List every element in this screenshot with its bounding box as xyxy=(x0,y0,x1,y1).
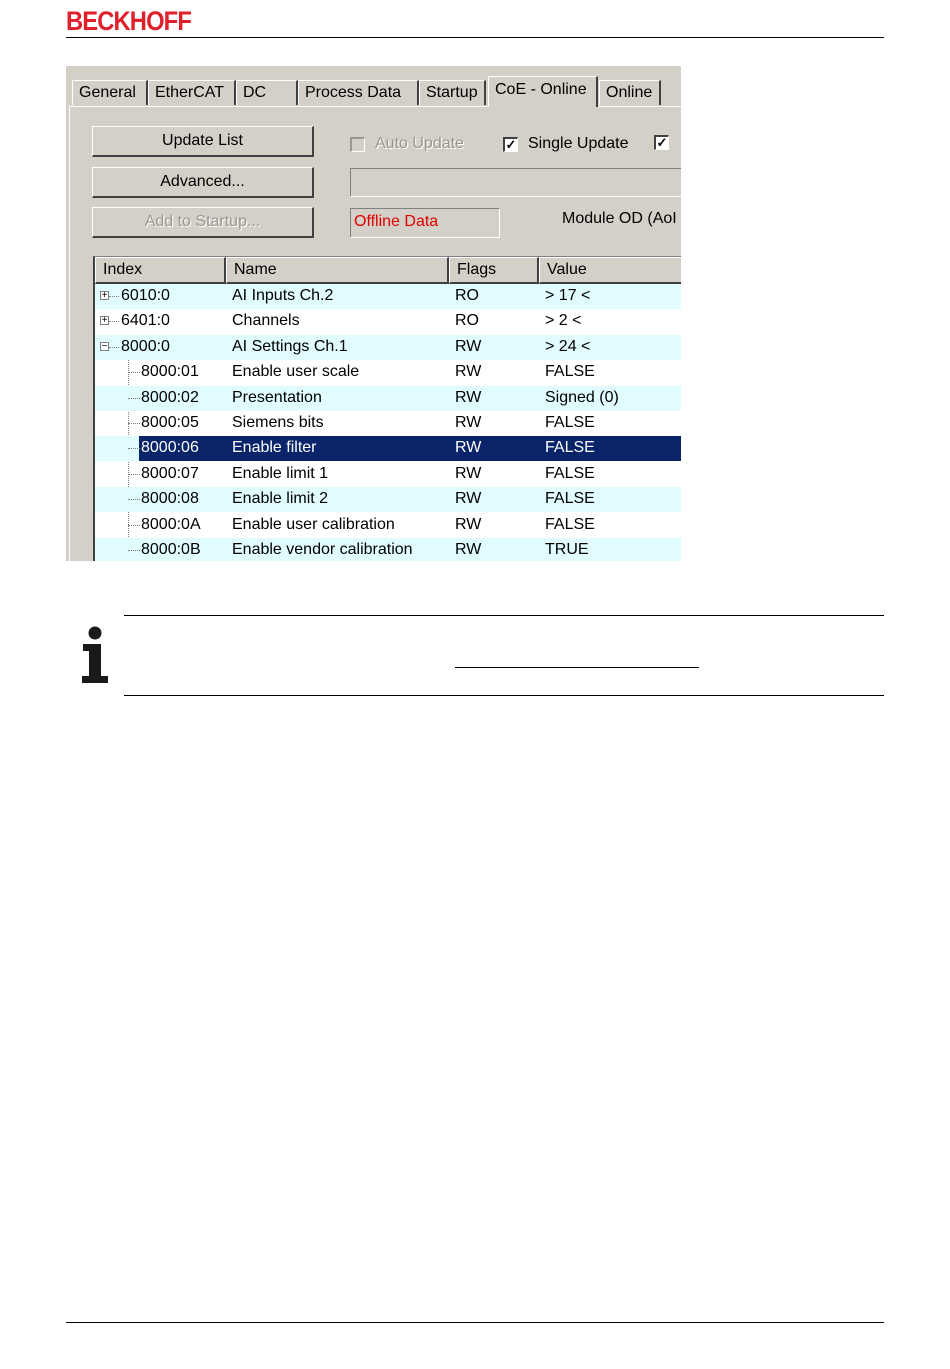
cell-value: FALSE xyxy=(545,439,595,457)
table-row[interactable] xyxy=(95,462,681,487)
cell-flags: RW xyxy=(455,464,482,482)
cell-index: 8000:0 xyxy=(121,337,170,355)
tree-connector xyxy=(128,448,140,449)
selection-highlight xyxy=(139,436,681,461)
cell-index: 8000:08 xyxy=(141,490,199,508)
single-update-checkbox[interactable]: ✓ xyxy=(503,137,518,152)
cell-index: 6010:0 xyxy=(121,287,170,304)
tree-connector xyxy=(109,321,119,322)
third-checkbox[interactable]: ✓ xyxy=(654,135,669,150)
tree-connector xyxy=(109,347,119,348)
tab-startup[interactable]: Startup xyxy=(419,80,486,105)
cell-index: 8000:07 xyxy=(141,464,199,482)
cell-name: Enable vendor calibration xyxy=(232,541,413,558)
table-row[interactable] xyxy=(95,487,681,512)
tab-coe-online[interactable]: CoE - Online xyxy=(488,76,598,107)
cell-name: Enable filter xyxy=(232,439,317,457)
tab-ethercat[interactable]: EtherCAT xyxy=(148,80,236,105)
cell-flags: RW xyxy=(455,414,482,431)
advanced-button[interactable]: Advanced... xyxy=(92,167,314,198)
cell-name: Channels xyxy=(232,312,300,330)
cell-index: 6401:0 xyxy=(121,312,170,330)
cell-flags: RW xyxy=(455,490,482,508)
cell-value: > 17 < xyxy=(545,287,591,304)
table-row[interactable] xyxy=(95,284,681,309)
offline-data-indicator: Offline Data xyxy=(350,208,500,238)
cell-flags: RW xyxy=(455,363,482,381)
tab-bar xyxy=(66,66,681,106)
add-to-startup-button[interactable]: Add to Startup... xyxy=(92,207,314,238)
cell-index: 8000:06 xyxy=(141,439,199,457)
cell-name: Enable limit 2 xyxy=(232,490,329,508)
auto-update-checkbox[interactable] xyxy=(350,137,365,152)
cell-value: Signed (0) xyxy=(545,388,619,406)
table-row[interactable] xyxy=(95,309,681,334)
table-row[interactable] xyxy=(95,538,681,561)
module-od-label: Module OD (AoI xyxy=(562,210,677,227)
column-header-name[interactable]: Name xyxy=(226,257,449,284)
tree-connector xyxy=(109,296,119,297)
cell-value: > 2 < xyxy=(545,312,582,330)
cell-index: 8000:0A xyxy=(141,515,201,533)
note-top-rule xyxy=(124,615,884,616)
table-row[interactable] xyxy=(95,436,681,461)
tab-general[interactable]: General xyxy=(72,80,148,105)
object-list[interactable] xyxy=(93,256,681,561)
cell-name: AI Settings Ch.1 xyxy=(232,337,348,355)
tree-connector xyxy=(128,499,140,500)
column-header-flags[interactable]: Flags xyxy=(449,257,539,284)
table-row[interactable] xyxy=(95,513,681,538)
cell-value: TRUE xyxy=(545,541,589,558)
cell-value: FALSE xyxy=(545,490,595,508)
expand-icon[interactable]: + xyxy=(101,290,108,301)
tree-connector xyxy=(128,525,140,526)
auto-update-option[interactable] xyxy=(350,135,464,153)
table-row[interactable] xyxy=(95,360,681,385)
table-row[interactable] xyxy=(95,411,681,436)
cell-name: Enable user scale xyxy=(232,363,360,381)
auto-update-label: Auto Update xyxy=(375,135,464,152)
single-update-label: Single Update xyxy=(528,135,629,152)
cell-flags: RO xyxy=(455,287,479,304)
page-border xyxy=(69,106,70,561)
collapse-icon[interactable]: − xyxy=(101,340,108,352)
tab-online[interactable]: Online xyxy=(599,80,661,105)
cell-index: 8000:05 xyxy=(141,414,199,431)
table-row[interactable] xyxy=(95,386,681,411)
cell-value: FALSE xyxy=(545,363,595,381)
tree-connector xyxy=(128,550,140,551)
cell-flags: RO xyxy=(455,312,479,330)
cell-index: 8000:01 xyxy=(141,363,199,381)
tree-connector xyxy=(128,372,140,373)
cell-value: > 24 < xyxy=(545,337,591,355)
footer-divider xyxy=(66,1322,884,1323)
cell-value: FALSE xyxy=(545,515,595,533)
header-divider xyxy=(66,37,884,38)
update-list-button[interactable]: Update List xyxy=(92,126,314,157)
cell-name: Presentation xyxy=(232,388,322,406)
cell-flags: RW xyxy=(455,439,482,457)
cell-flags: RW xyxy=(455,388,482,406)
tree-connector xyxy=(128,398,140,399)
cell-flags: RW xyxy=(455,541,482,558)
third-option[interactable] xyxy=(654,135,679,150)
tab-dc[interactable]: DC xyxy=(236,80,298,105)
cell-name: AI Inputs Ch.2 xyxy=(232,287,334,304)
expand-icon[interactable]: + xyxy=(101,315,108,327)
table-row[interactable] xyxy=(95,335,681,360)
tab-process-data[interactable]: Process Data xyxy=(298,80,419,105)
cell-index: 8000:02 xyxy=(141,388,199,406)
cell-value: FALSE xyxy=(545,464,595,482)
cell-index: 8000:0B xyxy=(141,541,201,558)
cell-name: Siemens bits xyxy=(232,414,324,431)
column-header-index[interactable]: Index xyxy=(95,257,226,284)
cell-flags: RW xyxy=(455,337,482,355)
cell-flags: RW xyxy=(455,515,482,533)
note-link-underline[interactable] xyxy=(455,667,699,668)
description-field xyxy=(350,168,681,197)
tree-connector xyxy=(128,423,140,424)
note-bottom-rule xyxy=(124,695,884,696)
info-icon xyxy=(80,626,110,684)
tree-connector xyxy=(128,474,140,475)
cell-name: Enable user calibration xyxy=(232,515,395,533)
beckhoff-logo: BECKHOFF xyxy=(66,6,191,36)
single-update-option[interactable] xyxy=(503,135,629,153)
column-header-value[interactable]: Value xyxy=(539,257,681,284)
cell-name: Enable limit 1 xyxy=(232,464,329,482)
coe-online-dialog xyxy=(66,66,681,561)
cell-value: FALSE xyxy=(545,414,595,431)
list-header xyxy=(95,257,681,284)
